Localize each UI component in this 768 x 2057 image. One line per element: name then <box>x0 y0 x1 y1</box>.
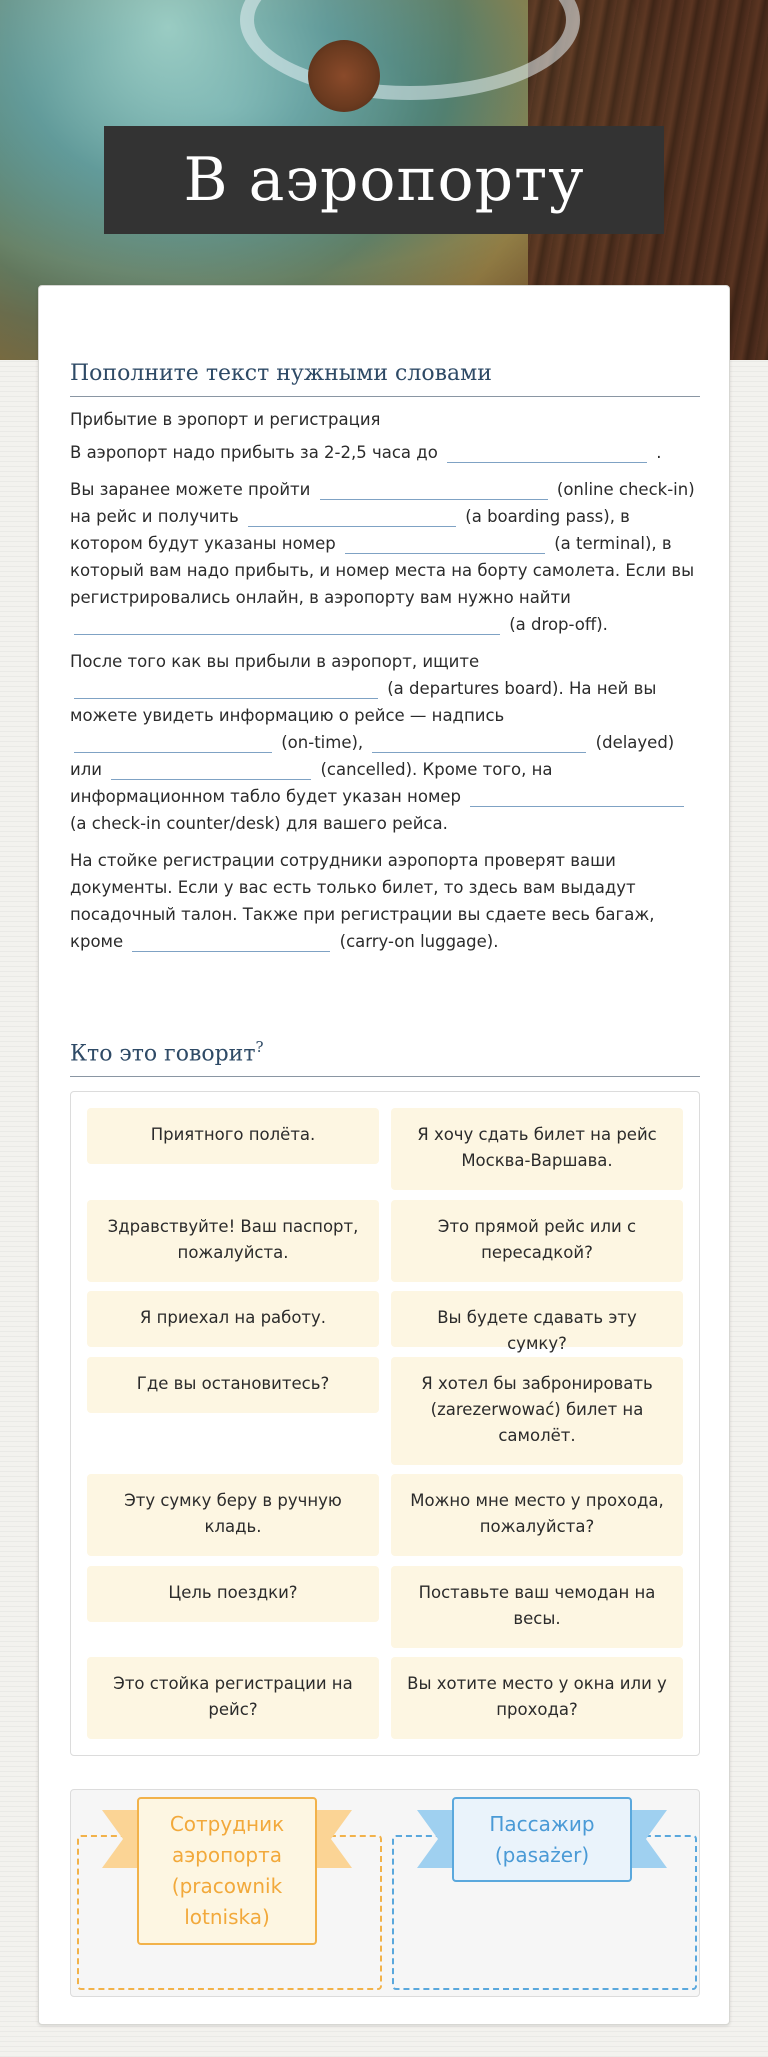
blank-input[interactable] <box>345 534 545 554</box>
phrase-tile[interactable]: Можно мне место у прохода, пожалуйста? <box>391 1474 683 1556</box>
phrase-tile[interactable]: Эту сумку беру в ручную кладь. <box>87 1474 379 1556</box>
paragraph-1: В аэропорт надо прибыть за 2-2,5 часа до . <box>70 443 662 462</box>
blank-input[interactable] <box>470 787 684 807</box>
section-heading-text: Кто это говорит <box>70 1041 256 1067</box>
globe-pivot <box>308 40 380 112</box>
phrase-tile[interactable]: Вы хотите место у окна или у прохода? <box>391 1657 683 1739</box>
page-title: В аэропорту <box>183 145 585 215</box>
phrase-tile[interactable]: Я хочу сдать билет на рейс Москва-Варшава. <box>391 1108 683 1190</box>
phrase-tile[interactable]: Цель поездки? <box>87 1566 379 1622</box>
blank-input[interactable] <box>74 733 272 753</box>
phrase-tile[interactable]: Приятного полёта. <box>87 1108 379 1164</box>
section-heading-fill <box>70 361 700 397</box>
blank-input[interactable] <box>74 679 378 699</box>
phrase-tile-board <box>70 1091 700 1756</box>
blank-input[interactable] <box>447 443 647 463</box>
blank-input[interactable] <box>248 507 456 527</box>
blank-input[interactable] <box>132 932 330 952</box>
phrase-tile[interactable]: Где вы остановитесь? <box>87 1357 379 1413</box>
fill-subtitle: Прибытие в эропорт и регистрация <box>70 410 381 429</box>
phrase-tile[interactable]: Я хотел бы забронировать (zarezerwować) билет на самолёт. <box>391 1357 683 1465</box>
phrase-tile[interactable]: Это прямой рейс или с пересадкой? <box>391 1200 683 1282</box>
phrase-tile[interactable]: Поставьте ваш чемодан на весы. <box>391 1566 683 1648</box>
category-label-passenger: Пассажир (pasażer) <box>452 1797 632 1882</box>
sorting-area <box>70 1789 700 1997</box>
category-label-staff: Сотрудник аэропорта (pracownik lotniska) <box>137 1797 317 1945</box>
fill-in-text <box>70 406 700 965</box>
blank-input[interactable] <box>320 480 548 500</box>
paragraph-2: Вы заранее можете пройти (online check-in) на рейс и получить (a boarding pass), в котором будут указаны номер (a terminal), в который вам надо прибыть, и номер места на борту самолета. Если вы регистрировались онлайн, в аэропорту вам нужно найти (a drop-off). <box>70 480 695 634</box>
paragraph-4: На стойке регистрации сотрудники аэропорта проверят ваши документы. Если у вас есть только билет, то здесь вам выдадут посадочный талон. Также при регистрации вы сдаете весь багаж, кроме (carry-on luggage). <box>70 851 655 951</box>
phrase-tile[interactable]: Это стойка регистрации на рейс? <box>87 1657 379 1739</box>
blank-input[interactable] <box>111 760 311 780</box>
phrase-tile[interactable]: Вы будете сдавать эту сумку? <box>391 1291 683 1347</box>
content-card <box>38 285 730 2025</box>
title-box <box>104 126 664 234</box>
phrase-tile[interactable]: Я приехал на работу. <box>87 1291 379 1347</box>
section-heading-who <box>70 1038 700 1077</box>
blank-input[interactable] <box>372 733 586 753</box>
blank-input[interactable] <box>74 615 500 635</box>
paragraph-3: После того как вы прибыли в аэропорт, ищите (a departures board). На ней вы можете увидеть информацию о рейсе — надпись (on-time), (delayed) или (cancelled). Кроме того, на информационном табло будет указан номер (a check-in counter/desk) для вашего рейса. <box>70 648 700 837</box>
section-heading-text: Пополните текст нужными словами <box>70 361 492 386</box>
phrase-tile[interactable]: Здравствуйте! Ваш паспорт, пожалуйста. <box>87 1200 379 1282</box>
heading-question-mark: ? <box>255 1038 264 1056</box>
